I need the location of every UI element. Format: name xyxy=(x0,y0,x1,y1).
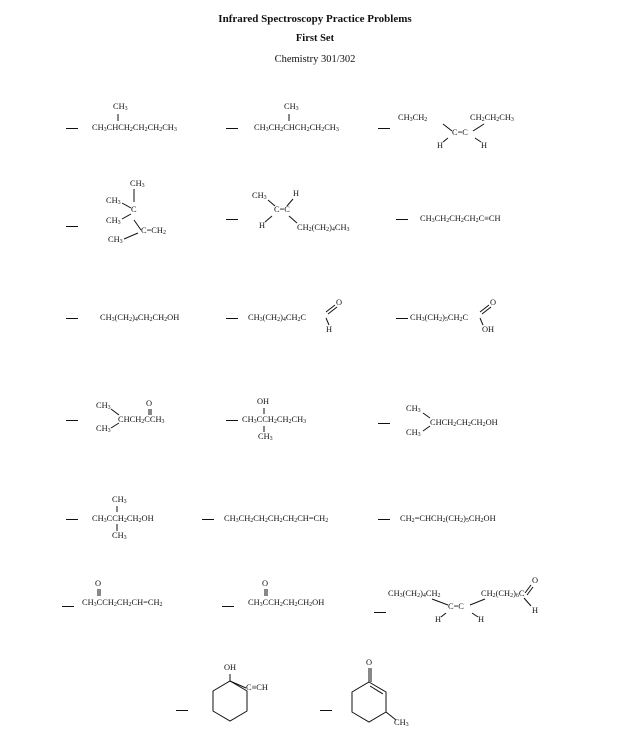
formula-main-chain: $CH_2=CHCH_2(CH_2)_5CH_2OH$ xyxy=(400,514,496,524)
formula-double-bond: $C=CH_2$ xyxy=(141,226,166,236)
formula-double-bond: C=C xyxy=(274,205,290,214)
formula-hydrogen: H xyxy=(481,141,488,150)
formula-oxygen: O xyxy=(532,576,539,585)
formula-double-bond: C=C xyxy=(448,602,464,611)
formula-main-chain: $CH_3CCH_2CH_2CH_3$ xyxy=(242,415,307,425)
formula-oxygen: O xyxy=(146,399,153,408)
formula-substituent: $CH_3$ xyxy=(96,424,111,434)
formula-main-chain: $CH_3CCH_2CH_2OH$ xyxy=(92,514,154,524)
formula-main-chain: $CH_3CCH_2CH_2CH_2OH$ xyxy=(248,598,325,608)
formula-hydroxyl: OH xyxy=(257,397,270,406)
formula-substituent: $CH_3$ xyxy=(406,404,421,414)
formula-substituent: $CH_3$ xyxy=(130,179,145,189)
formula-hydrogen: H xyxy=(532,606,539,615)
formula-substituent: $CH_3$ xyxy=(112,495,127,505)
formula-main-chain: $CH_3CHCH_2CH_2CH_2CH_3$ xyxy=(92,123,177,133)
formula-main-chain: $CH_3(CH_2)_5CH_2C$ xyxy=(410,313,469,323)
formula-substituent: $CH_3$ xyxy=(406,428,421,438)
page-title: Infrared Spectroscopy Practice Problems xyxy=(218,13,412,25)
formula-substituent: $CH_3$ xyxy=(394,718,409,728)
formula-substituent: $CH_3$ xyxy=(258,432,273,442)
formula-main-chain: $CHCH_2CH_2CH_2OH$ xyxy=(430,418,498,428)
formula-substituent: $CH_3$ xyxy=(284,102,299,112)
formula-substituent: $CH_3(CH_2)_4CH_2$ xyxy=(388,589,441,599)
formula-main-chain: $CH_3CH_2CHCH_2CH_2CH_3$ xyxy=(254,123,339,133)
formula-main-chain: $CH_3CCH_2CH_2CH=CH_2$ xyxy=(82,598,163,608)
formula-hydroxyl: OH xyxy=(482,325,495,334)
formula-hydrogen: H xyxy=(293,189,300,198)
formula-substituent: $CH_2(CH_2)_6C$ xyxy=(481,589,525,599)
formula-main-chain: $CH_2(CH_2)_4CH_3$ xyxy=(297,223,350,233)
formula-double-bond: C=C xyxy=(452,128,468,137)
formula-oxygen: O xyxy=(490,298,497,307)
formula-substituent: $CH_3CH_2$ xyxy=(398,113,428,123)
formula-substituent: $CH_3$ xyxy=(108,235,123,245)
formula-substituent: $CH_3$ xyxy=(252,191,267,201)
formula-substituent: $CH_3$ xyxy=(106,196,121,206)
formula-hydrogen: H xyxy=(437,141,444,150)
formula-main-chain: $CH_3(CH_2)_4CH_2C$ xyxy=(248,313,307,323)
formula-substituent: $CH_2CH_2CH_3$ xyxy=(470,113,514,123)
formula-substituent: $CH_3$ xyxy=(96,401,111,411)
formula-oxygen: O xyxy=(262,579,269,588)
formula-substituent: $CH_3$ xyxy=(112,531,127,541)
formula-oxygen: O xyxy=(366,658,373,667)
formula-substituent: $CH_3$ xyxy=(106,216,121,226)
formula-main-chain: $CH_3CH_2CH_2CH_2C\equiv CH$ xyxy=(420,214,501,224)
formula-hydrogen: H xyxy=(259,221,266,230)
formula-substituent: $CH_3$ xyxy=(113,102,128,112)
formula-main-chain: $CHCH_2CCH_3$ xyxy=(118,415,165,425)
page-subtitle: First Set xyxy=(295,33,335,44)
formula-alkyne: C≡CH xyxy=(246,683,268,692)
formula-main-chain: $CH_3CH_2CH_2CH_2CH_2CH=CH_2$ xyxy=(224,514,329,524)
formula-atom: C xyxy=(131,205,137,214)
formula-oxygen: O xyxy=(95,579,102,588)
formula-oxygen: O xyxy=(336,298,343,307)
formula-hydroxyl: OH xyxy=(224,663,237,672)
formula-hydrogen: H xyxy=(435,615,442,624)
formula-main-chain: $CH_3(CH_2)_4CH_2CH_2OH$ xyxy=(100,313,180,323)
formula-hydrogen: H xyxy=(326,325,333,334)
course-label: Chemistry 301/302 xyxy=(274,54,356,65)
formula-hydrogen: H xyxy=(478,615,485,624)
